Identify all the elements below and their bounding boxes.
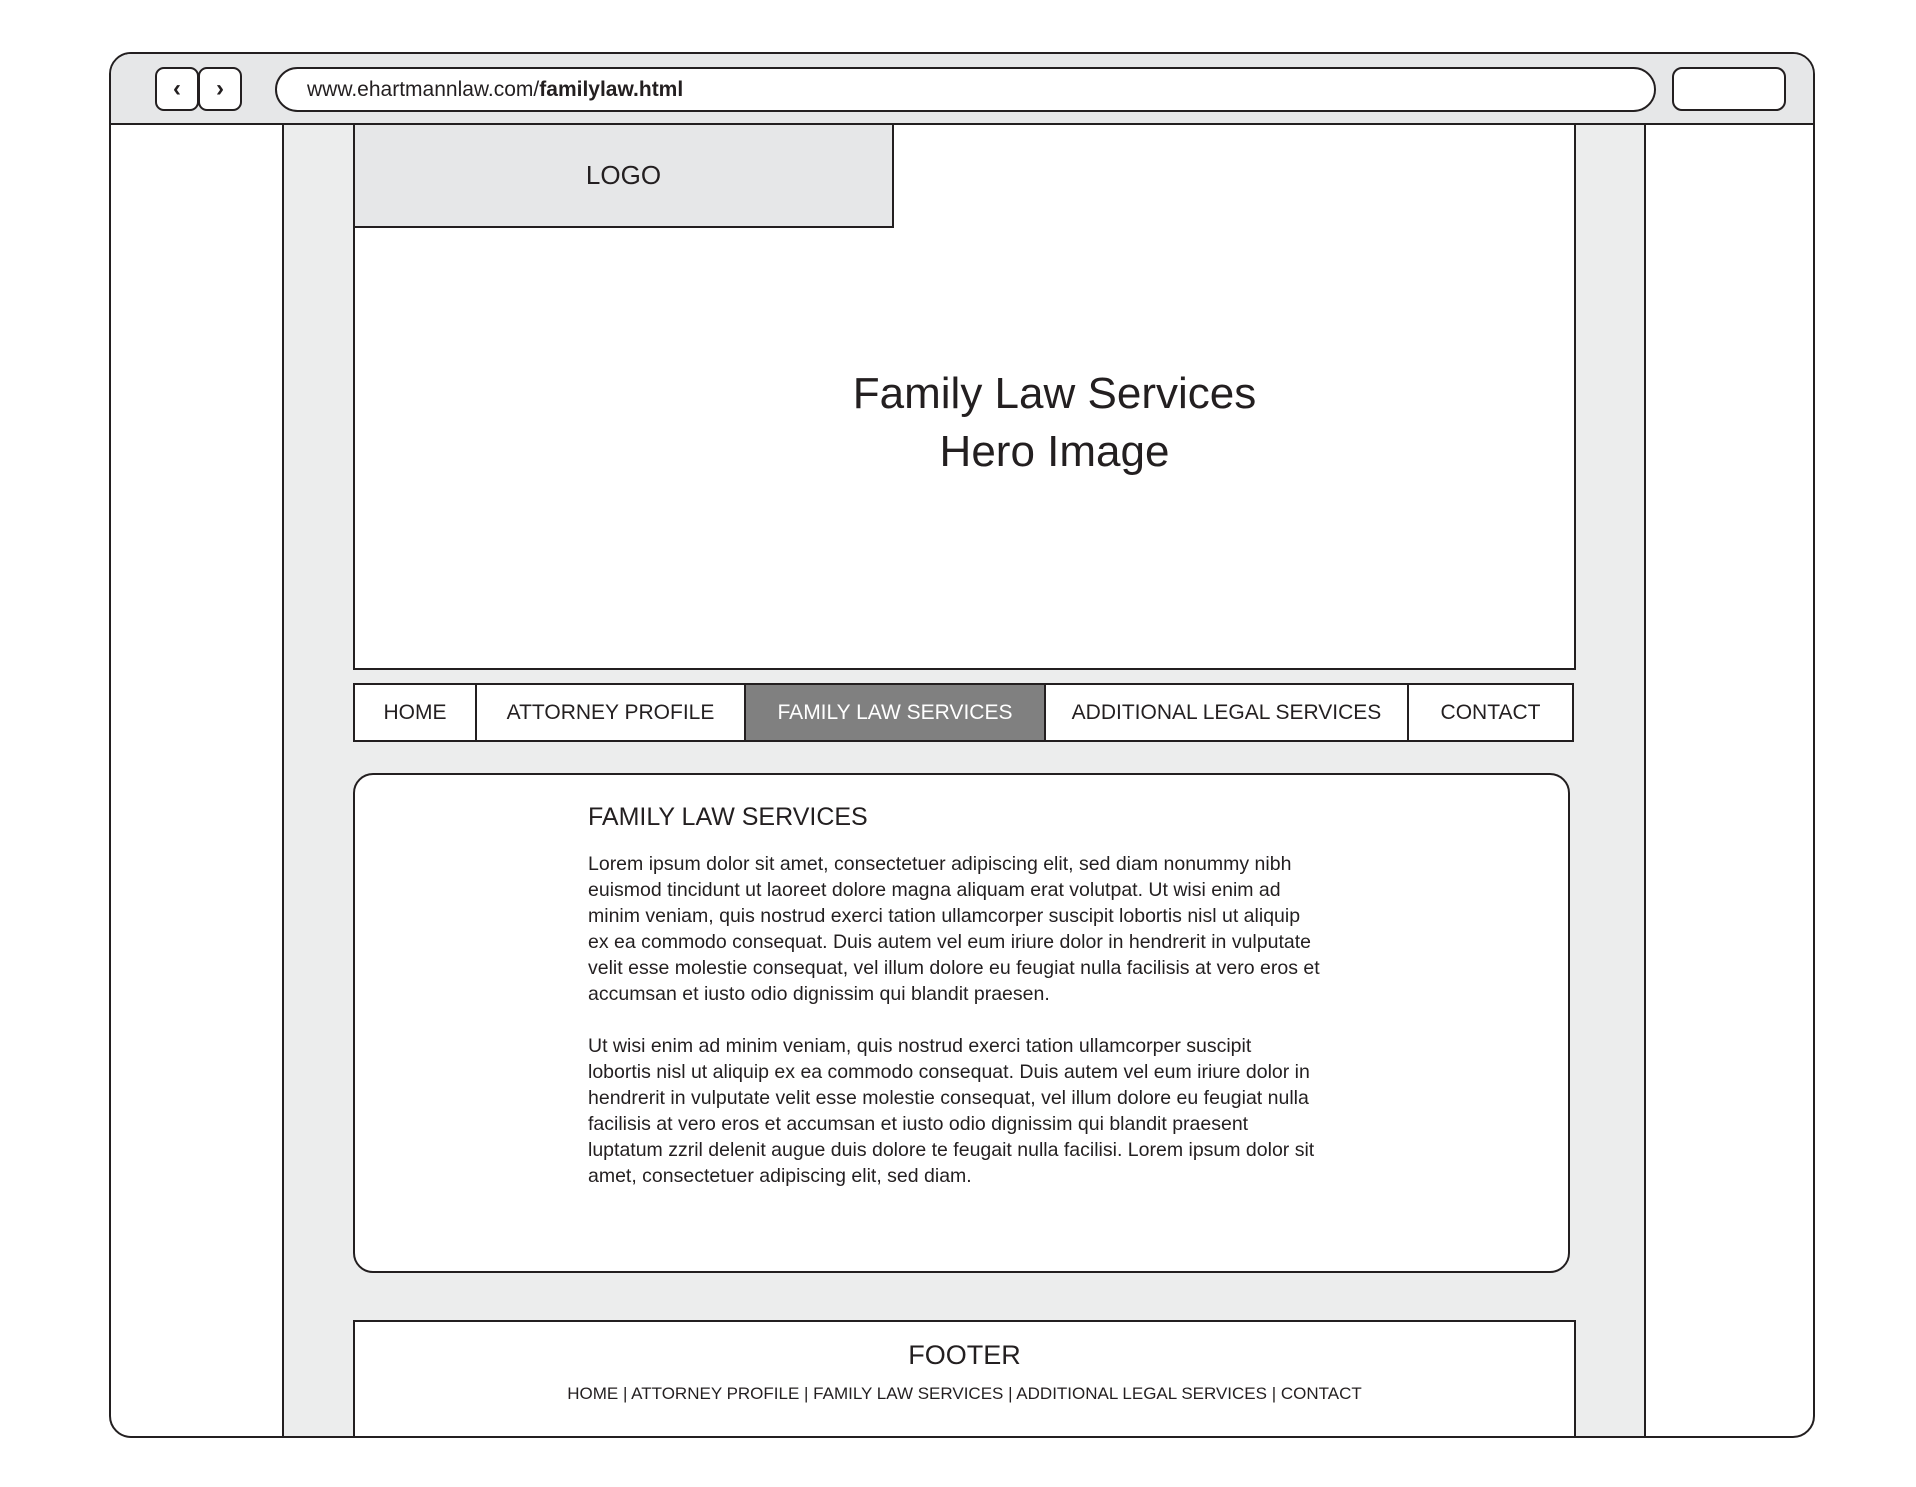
nav-attorney-profile[interactable]: ATTORNEY PROFILE bbox=[477, 685, 746, 740]
footer-title: FOOTER bbox=[908, 1340, 1021, 1370]
text-line: minim veniam, quis nostrud exerci tation ullamcorper suscipit lobortis nisl ut aliquip bbox=[588, 905, 1301, 927]
text-line: facilisis at vero eros et accumsan et iusto odio dignissim qui blandit praesent bbox=[588, 1113, 1249, 1135]
text-line: lobortis nisl ut aliquip ex ea commodo consequat. Duis autem vel eum iriure dolor in bbox=[588, 1061, 1310, 1083]
back-button[interactable] bbox=[155, 67, 199, 111]
hero-caption bbox=[355, 365, 1574, 481]
forward-button[interactable] bbox=[198, 67, 242, 111]
logo[interactable] bbox=[353, 125, 894, 228]
section-body bbox=[588, 851, 1320, 1215]
text-line: hendrerit in vulputate velit esse molestie consequat, vel illum dolore eu feugiat nulla bbox=[588, 1087, 1309, 1109]
browser-toolbar bbox=[111, 54, 1813, 125]
address-bar[interactable] bbox=[275, 67, 1656, 112]
nav-contact[interactable]: CONTACT bbox=[1440, 700, 1541, 724]
paragraph-2 bbox=[588, 1033, 1320, 1189]
url-path: familylaw.html bbox=[539, 78, 684, 101]
nav-family-law-services[interactable]: FAMILY LAW SERVICES bbox=[746, 685, 1046, 740]
footer-links[interactable]: HOME | ATTORNEY PROFILE | FAMILY LAW SERVICES | ADDITIONAL LEGAL SERVICES | CONTACT bbox=[567, 1384, 1362, 1403]
hero-line-2: Hero Image bbox=[939, 427, 1170, 476]
url-domain: www.ehartmannlaw.com/ bbox=[307, 78, 540, 101]
paragraph-1 bbox=[588, 851, 1320, 1007]
chevron-left-icon: ‹ bbox=[173, 75, 181, 102]
nav-additional-legal-services[interactable]: ADDITIONAL LEGAL SERVICES bbox=[1046, 685, 1409, 740]
section-title: FAMILY LAW SERVICES bbox=[588, 803, 868, 831]
text-line: euismod tincidunt ut laoreet dolore magna aliquam erat volutpat. Ut wisi enim ad bbox=[588, 879, 1281, 901]
nav-home[interactable]: HOME bbox=[355, 685, 477, 740]
text-line: Lorem ipsum dolor sit amet, consectetuer adipiscing elit, sed diam nonummy nibh bbox=[588, 853, 1292, 875]
text-line: velit esse molestie consequat, vel illum dolore eu feugiat nulla facilisis at vero eros et bbox=[588, 957, 1320, 979]
browser-menu-button[interactable] bbox=[1672, 67, 1786, 111]
logo-text: LOGO bbox=[585, 160, 662, 190]
text-line: luptatum zzril delenit augue duis dolore te feugait nulla facilisi. Lorem ipsum dolor sit bbox=[588, 1139, 1315, 1161]
main-nav bbox=[353, 683, 1574, 742]
text-line: accumsan et iusto odio dignissim qui blandit praesen. bbox=[588, 983, 1050, 1005]
content-card bbox=[353, 773, 1570, 1273]
chevron-right-icon: › bbox=[216, 75, 224, 102]
footer bbox=[353, 1320, 1576, 1438]
hero-image bbox=[353, 125, 1576, 670]
hero-line-1: Family Law Services bbox=[852, 369, 1257, 418]
browser-window bbox=[109, 52, 1815, 1438]
text-line: Ut wisi enim ad minim veniam, quis nostrud exerci tation ullamcorper suscipit bbox=[588, 1035, 1252, 1057]
text-line: amet, consectetuer adipiscing elit, sed diam. bbox=[588, 1165, 972, 1187]
text-line: ex ea commodo consequat. Duis autem vel eum iriure dolor in hendrerit in vulputate bbox=[588, 931, 1311, 953]
